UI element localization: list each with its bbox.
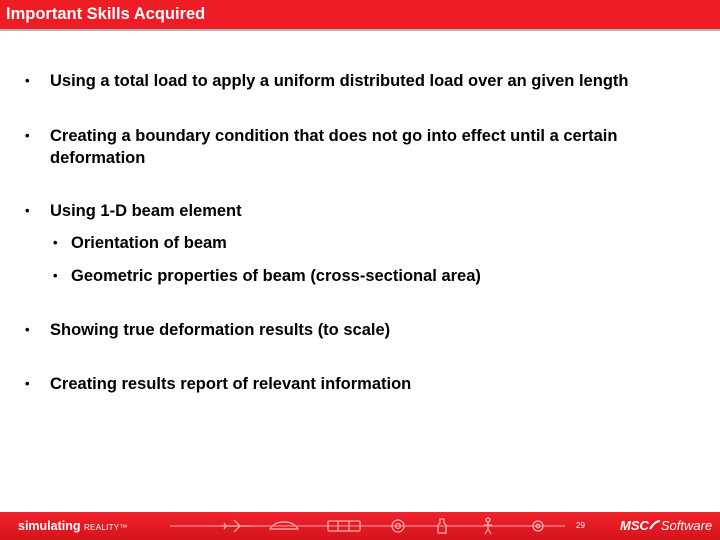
company-logo	[620, 518, 712, 533]
footer-icon-strip	[170, 512, 570, 540]
company-logo-bold: MSC	[620, 518, 649, 533]
footer-bar	[0, 512, 720, 540]
bullet-marker: •	[25, 73, 30, 88]
tagline	[18, 519, 128, 533]
bullet-marker: •	[25, 322, 30, 337]
title-bar	[0, 0, 720, 29]
tagline-main: simulating	[18, 519, 84, 533]
bullet-text: Creating a boundary condition that does not go into effect until a certain	[50, 127, 618, 145]
bullet-text: Creating results report of relevant information	[50, 375, 412, 393]
bullet-marker: •	[25, 376, 30, 391]
page-number: 29	[576, 521, 585, 530]
bullet-marker: •	[53, 235, 58, 250]
logo-swoosh-icon	[649, 519, 661, 531]
bullet-text: Showing true deformation results (to scale)	[50, 321, 391, 339]
slide-title: Important Skills Acquired	[6, 5, 206, 23]
airplane-icon	[220, 520, 252, 532]
bullet-text: Using 1-D beam element	[50, 202, 242, 220]
bullet-text: Geometric properties of beam (cross-sectional area)	[71, 267, 481, 285]
bullet-marker: •	[25, 128, 30, 143]
tagline-small: REALITY™	[83, 523, 128, 532]
company-logo-rest: Software	[660, 518, 713, 533]
title-divider	[0, 29, 720, 31]
bullet-text: deformation	[50, 149, 146, 167]
bullet-marker: •	[53, 268, 58, 283]
bullet-text: Orientation of beam	[71, 234, 227, 252]
bullet-marker: •	[25, 203, 30, 218]
bullet-text: Using a total load to apply a uniform distributed load over an given length	[50, 72, 629, 90]
